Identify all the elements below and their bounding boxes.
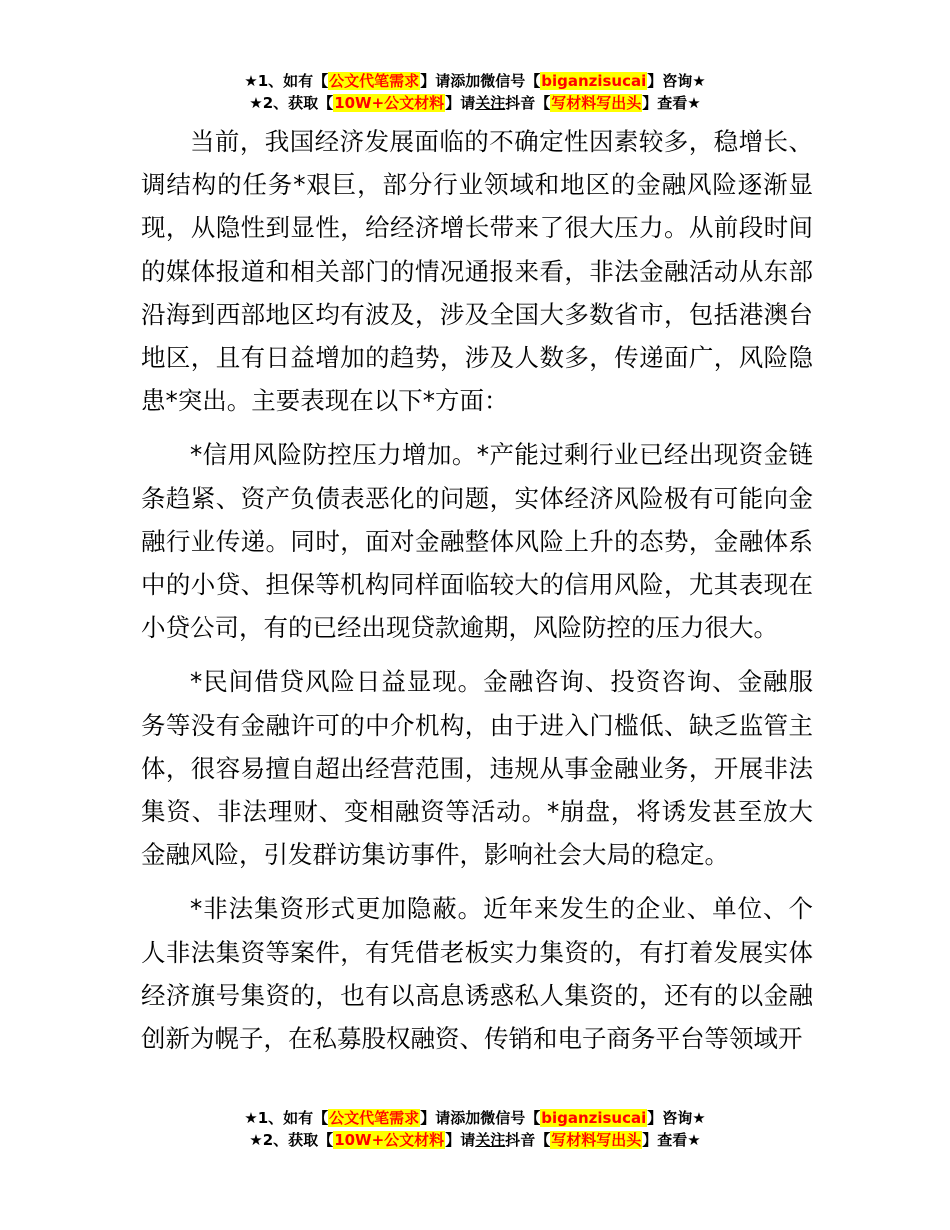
header-line-1: ★1、如有【公文代笔需求】请添加微信号【biganzisucai】咨询★ bbox=[244, 72, 706, 90]
header-highlight-douyin: 写材料写出头 bbox=[551, 94, 642, 112]
paragraph-credit-risk: *信用风险防控压力增加。*产能过剩行业已经出现资金链条趋紧、资产负债表恶化的问题，实体经济风险极有可能向金融行业传递。同时，面对金融整体风险上升的态势，金融体系中的小贷、担保等机构同样面临较大的信用风险，尤其表现在小贷公司，有的已经出现贷款逾期，风险防控的压力很大。 bbox=[141, 440, 813, 643]
footer-highlight-service: 公文代笔需求 bbox=[329, 1109, 420, 1127]
header-banner bbox=[0, 70, 950, 114]
footer-highlight-douyin: 写材料写出头 bbox=[551, 1131, 642, 1149]
paragraph-private-lending: *民间借贷风险日益显现。金融咨询、投资咨询、金融服务等没有金融许可的中介机构，由于进入门槛低、缺乏监管主体，很容易擅自超出经营范围，违规从事金融业务，开展非法集资、非法理财、变相融资等活动。*崩盘，将诱发甚至放大金融风险，引发群访集访事件，影响社会大局的稳定。 bbox=[141, 667, 813, 870]
footer-follow-underlined: 关注 bbox=[475, 1131, 506, 1149]
header-highlight-wechat-id: biganzisucai bbox=[541, 72, 647, 90]
document-body bbox=[141, 120, 813, 1071]
header-highlight-service: 公文代笔需求 bbox=[329, 72, 420, 90]
paragraph-illegal-fundraising: *非法集资形式更加隐蔽。近年来发生的企业、单位、个人非法集资等案件，有凭借老板实力集资的，有打着发展实体经济旗号集资的，也有以高息诱惑私人集资的，还有的以金融创新为幌子，在私募股权融资、传销和电子商务平台等领域开 bbox=[141, 894, 813, 1054]
footer-highlight-wechat-id: biganzisucai bbox=[541, 1109, 647, 1127]
header-line-2: ★2、获取【10W+公文材料】请关注抖音【写材料写出头】查看★ bbox=[249, 94, 701, 112]
footer-banner bbox=[0, 1107, 950, 1151]
footer-highlight-materials: 10W+公文材料 bbox=[334, 1131, 445, 1149]
footer-line-2: ★2、获取【10W+公文材料】请关注抖音【写材料写出头】查看★ bbox=[249, 1131, 701, 1149]
paragraph-intro: 当前，我国经济发展面临的不确定性因素较多，稳增长、调结构的任务*艰巨，部分行业领域和地区的金融风险逐渐显现，从隐性到显性，给经济增长带来了很大压力。从前段时间的媒体报道和相关部门的情况通报来看，非法金融活动从东部沿海到西部地区均有波及，涉及全国大多数省市，包括港澳台地区，且有日益增加的趋势，涉及人数多，传递面广，风险隐患*突出。主要表现在以下*方面： bbox=[141, 127, 813, 416]
footer-line-1: ★1、如有【公文代笔需求】请添加微信号【biganzisucai】咨询★ bbox=[244, 1109, 706, 1127]
header-highlight-materials: 10W+公文材料 bbox=[334, 94, 445, 112]
header-follow-underlined: 关注 bbox=[475, 94, 506, 112]
